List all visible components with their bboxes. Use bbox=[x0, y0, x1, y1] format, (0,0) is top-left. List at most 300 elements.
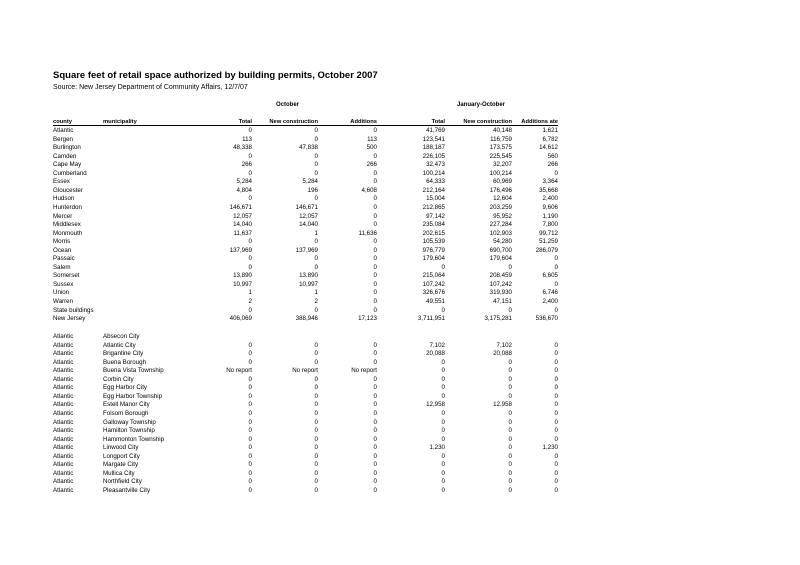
cell-municipality: Corbin City bbox=[103, 375, 134, 383]
cell-additions: 0 bbox=[373, 461, 377, 469]
cell-county: Passaic bbox=[53, 255, 75, 263]
cell-new-construction: 0 bbox=[314, 255, 318, 263]
cell-total: 4,804 bbox=[236, 186, 252, 194]
cell-total-ytd: 215,064 bbox=[422, 272, 445, 280]
cell-new-construction-ytd: 0 bbox=[508, 367, 512, 375]
cell-county: Bergen bbox=[53, 135, 73, 143]
table-row bbox=[0, 487, 800, 495]
cell-total: 0 bbox=[248, 409, 252, 417]
table-row bbox=[0, 204, 800, 212]
cell-total: 0 bbox=[248, 452, 252, 460]
cell-total: 0 bbox=[248, 350, 252, 358]
cell-county: Atlantic bbox=[53, 478, 74, 486]
cell-new-construction: 0 bbox=[314, 401, 318, 409]
cell-county: Warren bbox=[53, 298, 74, 305]
cell-new-construction-ytd: 0 bbox=[508, 452, 512, 460]
cell-additions: 11,636 bbox=[358, 229, 377, 237]
cell-total: No report bbox=[226, 367, 252, 375]
cell-municipality: Margate City bbox=[103, 461, 139, 469]
cell-new-construction: 2 bbox=[314, 298, 318, 305]
cell-county: Atlantic bbox=[53, 469, 74, 477]
cell-total-ytd: 0 bbox=[441, 306, 445, 314]
cell-additions-ytd: 0 bbox=[554, 418, 558, 426]
cell-additions-ytd: 0 bbox=[554, 452, 558, 460]
cell-new-construction: 137,969 bbox=[295, 246, 318, 254]
cell-total: 12,057 bbox=[233, 212, 252, 220]
cell-county: Atlantic bbox=[53, 444, 74, 452]
cell-new-construction-ytd: 47,151 bbox=[493, 298, 512, 305]
cell-new-construction: 0 bbox=[314, 409, 318, 417]
cell-additions-ytd: 0 bbox=[554, 255, 558, 263]
cell-new-construction-ytd: 0 bbox=[508, 306, 512, 314]
cell-additions-ytd: 0 bbox=[554, 375, 558, 383]
cell-new-construction-ytd: 12,958 bbox=[493, 401, 512, 409]
cell-additions-ytd: 2,400 bbox=[542, 298, 558, 305]
cell-additions-ytd: 0 bbox=[554, 461, 558, 469]
cell-new-construction-ytd: 107,242 bbox=[489, 280, 512, 288]
cell-new-construction-ytd: 95,952 bbox=[493, 212, 512, 220]
cell-total: 0 bbox=[248, 427, 252, 435]
group-header-october: October bbox=[276, 102, 300, 108]
cell-total-ytd: 0 bbox=[441, 452, 445, 460]
cell-additions-ytd: 0 bbox=[554, 427, 558, 435]
table-row bbox=[0, 238, 800, 246]
cell-additions-ytd: 6,746 bbox=[542, 289, 558, 297]
cell-total: 266 bbox=[241, 161, 252, 169]
cell-additions: 0 bbox=[373, 452, 377, 460]
table-row bbox=[0, 461, 800, 469]
table-row bbox=[0, 298, 800, 306]
cell-total: 0 bbox=[248, 255, 252, 263]
column-header-total: Total bbox=[238, 119, 252, 125]
table-row bbox=[0, 195, 800, 203]
cell-municipality: Egg Harbor City bbox=[103, 384, 148, 392]
cell-additions: 4,608 bbox=[361, 186, 377, 194]
cell-total: 113 bbox=[242, 135, 252, 143]
column-header-additions-ytd: Additions ate bbox=[521, 119, 558, 125]
cell-new-construction-ytd: 0 bbox=[508, 435, 512, 443]
table-row bbox=[0, 427, 800, 435]
cell-new-construction-ytd: 0 bbox=[508, 418, 512, 426]
cell-municipality: Mullica City bbox=[103, 469, 135, 477]
cell-new-construction: 14,040 bbox=[299, 221, 318, 229]
cell-total-ytd: 97,142 bbox=[426, 212, 445, 220]
cell-municipality: Egg Harbor Township bbox=[103, 392, 163, 400]
table-row bbox=[0, 478, 800, 486]
cell-new-construction: 0 bbox=[314, 392, 318, 400]
cell-total-ytd: 188,187 bbox=[422, 144, 445, 152]
table-row bbox=[0, 153, 800, 161]
cell-municipality: Brigantine City bbox=[103, 350, 144, 358]
cell-additions-ytd: 286,079 bbox=[535, 246, 558, 254]
cell-new-construction-ytd: 3,175,281 bbox=[484, 315, 512, 323]
cell-new-construction-ytd: 0 bbox=[508, 384, 512, 392]
cell-new-construction: 0 bbox=[314, 444, 318, 452]
cell-additions: 266 bbox=[366, 161, 377, 169]
cell-additions-ytd: 0 bbox=[554, 350, 558, 358]
cell-additions-ytd: 14,612 bbox=[539, 144, 558, 152]
cell-total: 0 bbox=[248, 306, 252, 314]
table-row bbox=[0, 230, 800, 238]
cell-new-construction: 0 bbox=[314, 478, 318, 486]
cell-county: Sussex bbox=[53, 280, 74, 288]
cell-additions: 0 bbox=[373, 255, 377, 263]
cell-total: 0 bbox=[248, 486, 252, 494]
cell-county: Somerset bbox=[53, 272, 80, 280]
cell-additions-ytd: 266 bbox=[547, 161, 558, 169]
cell-total: 0 bbox=[248, 341, 252, 349]
cell-total-ytd: 202,615 bbox=[422, 229, 445, 237]
cell-total-ytd: 976,779 bbox=[422, 246, 445, 254]
cell-new-construction: 0 bbox=[314, 418, 318, 426]
cell-total: 0 bbox=[248, 444, 252, 452]
cell-additions: 0 bbox=[373, 203, 377, 211]
cell-additions: 0 bbox=[373, 375, 377, 383]
cell-county: Atlantic bbox=[53, 358, 74, 366]
cell-additions-ytd: 0 bbox=[554, 306, 558, 314]
cell-total-ytd: 235,084 bbox=[422, 221, 445, 229]
cell-additions: 0 bbox=[373, 280, 377, 288]
table-row bbox=[0, 213, 800, 221]
cell-total-ytd: 7,102 bbox=[429, 341, 445, 349]
cell-total: 0 bbox=[248, 127, 252, 134]
cell-additions: 0 bbox=[373, 306, 377, 314]
cell-county: Cumberland bbox=[53, 169, 87, 177]
cell-additions-ytd: 0 bbox=[554, 367, 558, 375]
table-row bbox=[0, 281, 800, 289]
cell-total-ytd: 212,164 bbox=[422, 186, 445, 194]
cell-new-construction: 0 bbox=[314, 169, 318, 177]
cell-additions: 0 bbox=[373, 246, 377, 254]
cell-new-construction-ytd: 176,496 bbox=[489, 186, 512, 194]
cell-county: State buildings bbox=[53, 306, 94, 314]
cell-municipality: Longport City bbox=[103, 452, 140, 460]
cell-additions: 0 bbox=[373, 127, 377, 134]
cell-new-construction: No report bbox=[292, 367, 318, 375]
cell-total-ytd: 0 bbox=[441, 469, 445, 477]
column-header-municipality: municipality bbox=[103, 119, 137, 125]
cell-additions: No report bbox=[351, 367, 377, 375]
cell-new-construction: 0 bbox=[314, 375, 318, 383]
cell-municipality: Absecon City bbox=[103, 333, 140, 340]
cell-additions: 0 bbox=[373, 384, 377, 392]
cell-new-construction: 0 bbox=[314, 461, 318, 469]
cell-total-ytd: 226,105 bbox=[422, 152, 445, 160]
cell-additions-ytd: 35,668 bbox=[539, 186, 558, 194]
cell-additions-ytd: 560 bbox=[547, 152, 558, 160]
column-header-new-construction-ytd: New construction bbox=[463, 119, 512, 125]
cell-new-construction-ytd: 227,284 bbox=[489, 221, 512, 229]
cell-total: 0 bbox=[248, 401, 252, 409]
cell-new-construction: 0 bbox=[314, 384, 318, 392]
cell-county: Union bbox=[53, 289, 70, 297]
cell-county: Middlesex bbox=[53, 221, 81, 229]
table-row bbox=[0, 470, 800, 478]
cell-municipality: Northfield City bbox=[103, 478, 142, 486]
cell-additions: 0 bbox=[373, 178, 377, 186]
cell-new-construction: 0 bbox=[314, 427, 318, 435]
cell-total: 0 bbox=[248, 461, 252, 469]
cell-total-ytd: 0 bbox=[441, 427, 445, 435]
cell-new-construction: 0 bbox=[314, 350, 318, 358]
cell-county: Atlantic bbox=[53, 401, 74, 409]
cell-new-construction: 0 bbox=[314, 195, 318, 203]
cell-additions: 0 bbox=[373, 409, 377, 417]
cell-municipality: Hamilton Township bbox=[103, 427, 155, 435]
cell-additions-ytd: 1,621 bbox=[542, 127, 558, 134]
cell-additions: 0 bbox=[373, 427, 377, 435]
cell-county: Essex bbox=[53, 178, 70, 186]
cell-additions: 0 bbox=[373, 195, 377, 203]
column-header-additions: Additions bbox=[350, 119, 377, 125]
table-row bbox=[0, 315, 800, 323]
cell-additions: 0 bbox=[373, 152, 377, 160]
cell-additions-ytd: 1,190 bbox=[542, 212, 558, 220]
cell-new-construction-ytd: 0 bbox=[508, 427, 512, 435]
cell-county: Hunterdon bbox=[53, 203, 82, 211]
cell-county: Atlantic bbox=[53, 127, 74, 134]
cell-total: 0 bbox=[248, 435, 252, 443]
cell-total-ytd: 0 bbox=[441, 375, 445, 383]
cell-municipality: Buena Vista Township bbox=[103, 367, 164, 375]
table-row bbox=[0, 401, 800, 409]
cell-new-construction-ytd: 0 bbox=[508, 409, 512, 417]
cell-total: 13,890 bbox=[233, 272, 252, 280]
cell-county: Atlantic bbox=[53, 461, 74, 469]
cell-total-ytd: 0 bbox=[441, 384, 445, 392]
cell-total-ytd: 105,539 bbox=[422, 238, 445, 246]
cell-total-ytd: 123,541 bbox=[422, 135, 445, 143]
cell-total: 0 bbox=[248, 358, 252, 366]
cell-additions-ytd: 0 bbox=[554, 263, 558, 271]
table-row bbox=[0, 144, 800, 152]
cell-new-construction: 0 bbox=[314, 263, 318, 271]
table-row bbox=[0, 419, 800, 427]
cell-new-construction-ytd: 0 bbox=[508, 461, 512, 469]
cell-new-construction-ytd: 100,214 bbox=[489, 169, 512, 177]
cell-county: Cape May bbox=[53, 161, 82, 169]
cell-new-construction: 0 bbox=[314, 152, 318, 160]
cell-total-ytd: 1,230 bbox=[429, 444, 445, 452]
cell-new-construction-ytd: 32,207 bbox=[493, 161, 512, 169]
cell-total: 2 bbox=[248, 298, 252, 305]
cell-total-ytd: 179,604 bbox=[422, 255, 445, 263]
cell-additions-ytd: 0 bbox=[554, 341, 558, 349]
cell-additions: 0 bbox=[373, 418, 377, 426]
cell-additions: 0 bbox=[373, 212, 377, 220]
table-row bbox=[0, 247, 800, 255]
cell-new-construction: 0 bbox=[314, 238, 318, 246]
cell-additions-ytd: 2,400 bbox=[542, 195, 558, 203]
cell-total-ytd: 20,088 bbox=[426, 350, 445, 358]
cell-new-construction: 0 bbox=[314, 435, 318, 443]
cell-county: Atlantic bbox=[53, 384, 74, 392]
cell-additions: 0 bbox=[373, 469, 377, 477]
cell-additions: 0 bbox=[373, 358, 377, 366]
table-row bbox=[0, 410, 800, 418]
cell-county: Atlantic bbox=[53, 392, 74, 400]
cell-new-construction-ytd: 0 bbox=[508, 392, 512, 400]
cell-new-construction: 0 bbox=[314, 341, 318, 349]
cell-total-ytd: 0 bbox=[441, 392, 445, 400]
cell-total-ytd: 0 bbox=[441, 358, 445, 366]
cell-total: 0 bbox=[248, 469, 252, 477]
table-row bbox=[0, 359, 800, 367]
cell-new-construction-ytd: 0 bbox=[508, 444, 512, 452]
cell-new-construction: 0 bbox=[314, 135, 318, 143]
cell-additions: 0 bbox=[373, 444, 377, 452]
cell-new-construction-ytd: 319,930 bbox=[489, 289, 512, 297]
cell-county: Hudson bbox=[53, 195, 75, 203]
cell-new-construction: 12,057 bbox=[299, 212, 318, 220]
cell-new-construction: 0 bbox=[314, 306, 318, 314]
cell-county: Atlantic bbox=[53, 486, 74, 494]
cell-county: Ocean bbox=[53, 246, 72, 254]
table-row bbox=[0, 307, 800, 315]
cell-county: Atlantic bbox=[53, 341, 74, 349]
cell-total-ytd: 64,333 bbox=[426, 178, 445, 186]
table-row bbox=[0, 178, 800, 186]
table-row bbox=[0, 367, 800, 375]
table-row bbox=[0, 376, 800, 384]
cell-total-ytd: 107,242 bbox=[422, 280, 445, 288]
cell-municipality: Galloway Township bbox=[103, 418, 156, 426]
cell-additions-ytd: 0 bbox=[554, 409, 558, 417]
cell-total-ytd: 0 bbox=[441, 367, 445, 375]
cell-additions-ytd: 0 bbox=[554, 486, 558, 494]
cell-county: Atlantic bbox=[53, 367, 74, 375]
cell-municipality: Linwood City bbox=[103, 444, 139, 452]
cell-total-ytd: 0 bbox=[441, 461, 445, 469]
cell-new-construction-ytd: 12,604 bbox=[493, 195, 512, 203]
cell-county: Morris bbox=[53, 238, 71, 246]
cell-total-ytd: 326,676 bbox=[422, 289, 445, 297]
cell-municipality: Buena Borough bbox=[103, 358, 147, 366]
cell-total-ytd: 0 bbox=[441, 486, 445, 494]
cell-additions-ytd: 0 bbox=[554, 478, 558, 486]
cell-additions-ytd: 0 bbox=[554, 392, 558, 400]
cell-new-construction-ytd: 40,148 bbox=[493, 127, 512, 134]
cell-county: Burlington bbox=[53, 144, 81, 152]
cell-new-construction-ytd: 173,575 bbox=[489, 144, 512, 152]
cell-new-construction-ytd: 20,088 bbox=[493, 350, 512, 358]
cell-total: 0 bbox=[248, 263, 252, 271]
cell-additions-ytd: 1,230 bbox=[542, 444, 558, 452]
cell-additions: 0 bbox=[373, 169, 377, 177]
cell-total-ytd: 12,958 bbox=[426, 401, 445, 409]
cell-total: 0 bbox=[248, 418, 252, 426]
table-row bbox=[0, 161, 800, 169]
table-row bbox=[0, 350, 800, 358]
cell-county: Salem bbox=[53, 263, 71, 271]
cell-new-construction-ytd: 0 bbox=[508, 486, 512, 494]
cell-total: 0 bbox=[248, 152, 252, 160]
cell-additions: 17,123 bbox=[358, 315, 377, 323]
cell-additions: 0 bbox=[373, 221, 377, 229]
cell-total-ytd: 0 bbox=[441, 263, 445, 271]
cell-additions-ytd: 0 bbox=[554, 280, 558, 288]
cell-new-construction-ytd: 0 bbox=[508, 263, 512, 271]
cell-county: Monmouth bbox=[53, 229, 83, 237]
cell-additions: 0 bbox=[373, 478, 377, 486]
cell-total: 0 bbox=[248, 392, 252, 400]
cell-total: 0 bbox=[248, 169, 252, 177]
cell-new-construction-ytd: 225,545 bbox=[489, 152, 512, 160]
cell-total: 146,671 bbox=[229, 203, 252, 211]
cell-county: Mercer bbox=[53, 212, 73, 220]
cell-additions: 0 bbox=[373, 289, 377, 297]
cell-total: 48,338 bbox=[233, 144, 252, 152]
table-row bbox=[0, 393, 800, 401]
group-header-jan-oct: January-October bbox=[457, 102, 506, 108]
cell-total: 0 bbox=[248, 195, 252, 203]
cell-new-construction-ytd: 0 bbox=[508, 469, 512, 477]
cell-additions-ytd: 3,364 bbox=[542, 178, 558, 186]
cell-total-ytd: 212,865 bbox=[422, 203, 445, 211]
cell-total: 406,069 bbox=[229, 315, 252, 323]
cell-new-construction: 388,946 bbox=[295, 315, 318, 323]
cell-total: 0 bbox=[248, 384, 252, 392]
cell-new-construction: 13,890 bbox=[299, 272, 318, 280]
cell-new-construction: 0 bbox=[314, 127, 318, 134]
column-header-total-ytd: Total bbox=[431, 119, 445, 125]
cell-new-construction-ytd: 690,700 bbox=[489, 246, 512, 254]
table-row bbox=[0, 170, 800, 178]
cell-new-construction-ytd: 60,969 bbox=[493, 178, 512, 186]
column-header-county: county bbox=[53, 119, 73, 125]
cell-total-ytd: 0 bbox=[441, 409, 445, 417]
cell-additions-ytd: 0 bbox=[554, 358, 558, 366]
table-row bbox=[0, 384, 800, 392]
cell-new-construction-ytd: 116,759 bbox=[490, 135, 512, 143]
cell-new-construction: 146,671 bbox=[295, 203, 318, 211]
cell-total: 14,040 bbox=[233, 221, 252, 229]
cell-total: 0 bbox=[248, 238, 252, 246]
cell-county: Atlantic bbox=[53, 375, 74, 383]
cell-county: Camden bbox=[53, 152, 77, 160]
column-header-new-construction: New construction bbox=[269, 119, 318, 125]
cell-additions: 0 bbox=[373, 341, 377, 349]
cell-additions-ytd: 51,259 bbox=[539, 238, 558, 246]
cell-total-ytd: 32,473 bbox=[426, 161, 445, 169]
cell-additions: 0 bbox=[373, 486, 377, 494]
table-row bbox=[0, 342, 800, 350]
cell-additions-ytd: 9,606 bbox=[542, 203, 558, 211]
cell-new-construction-ytd: 7,102 bbox=[496, 341, 512, 349]
cell-additions-ytd: 0 bbox=[554, 401, 558, 409]
cell-municipality: Hammonton Township bbox=[103, 435, 165, 443]
cell-new-construction-ytd: 54,280 bbox=[493, 238, 512, 246]
cell-additions: 0 bbox=[373, 298, 377, 305]
cell-additions: 0 bbox=[373, 401, 377, 409]
cell-new-construction: 1 bbox=[314, 289, 318, 297]
source-note: Source: New Jersey Department of Community Affairs, 12/7/07 bbox=[53, 84, 248, 91]
table-row bbox=[0, 136, 800, 144]
cell-total: 0 bbox=[248, 478, 252, 486]
cell-additions: 0 bbox=[373, 392, 377, 400]
cell-total: 0 bbox=[248, 375, 252, 383]
cell-additions: 0 bbox=[373, 435, 377, 443]
table-row bbox=[0, 255, 800, 263]
cell-additions: 0 bbox=[373, 272, 377, 280]
cell-new-construction-ytd: 208,459 bbox=[489, 272, 512, 280]
cell-municipality: Folsom Borough bbox=[103, 409, 149, 417]
cell-new-construction: 0 bbox=[314, 452, 318, 460]
cell-new-construction: 10,997 bbox=[299, 280, 318, 288]
cell-total-ytd: 49,551 bbox=[426, 298, 445, 305]
cell-additions-ytd: 0 bbox=[554, 435, 558, 443]
cell-additions-ytd: 536,670 bbox=[535, 315, 558, 323]
